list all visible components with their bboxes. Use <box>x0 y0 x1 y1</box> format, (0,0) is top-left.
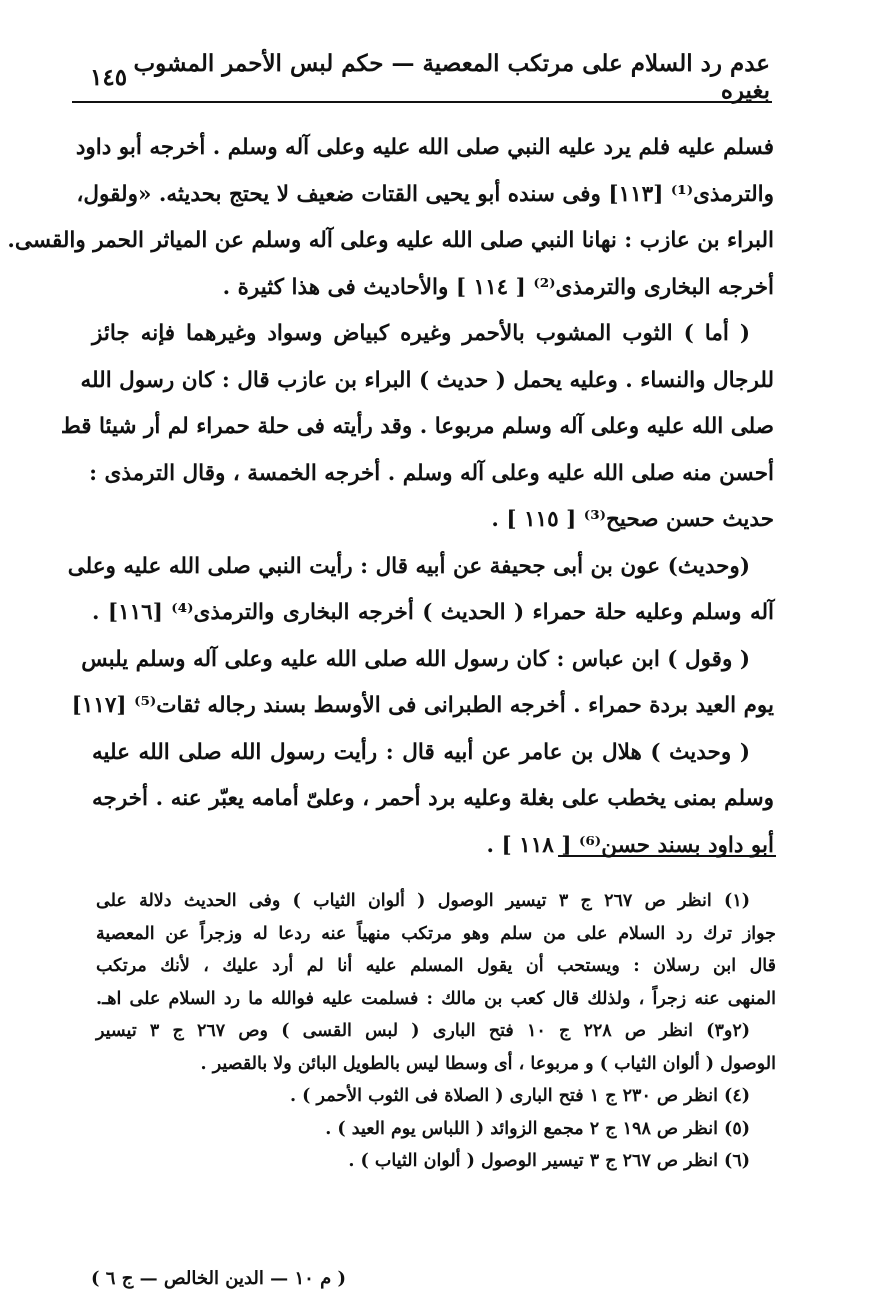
footnote-separator <box>558 855 776 857</box>
footnote-line: (١) انظر ص ٢٦٧ ج ٣ تيسير الوصول ( ألوان الثياب ) وفى الحديث دلالة على <box>96 891 750 911</box>
text-line: يوم العيد بردة حمراء . أخرجه الطبرانى فى الأوسط بسند رجاله ثقات⁽⁵⁾ [١١٧] <box>71 693 774 718</box>
text-line: صلى الله عليه وعلى آله وسلم مربوعا . وقد رأيته فى حلة حمراء لم أر شيئا قط <box>60 414 774 439</box>
text-line: للرجال والنساء . وعليه يحمل ( حديث ) البراء بن عازب قال : كان رسول الله <box>80 367 774 393</box>
text-line: وسلم بمنى يخطب على بغلة وعليه برد أحمر ، وعلىّ أمامه يعبّر عنه . أخرجه <box>92 786 774 811</box>
text-line: أخرجه البخارى والترمذى⁽²⁾ [ ١١٤ ] والأحاديث فى هذا كثيرة . <box>222 274 774 300</box>
text-line: فسلم عليه فلم يرد عليه النبي صلى الله عليه وعلى آله وسلم . أخرجه أبو داود <box>75 135 774 160</box>
text-line: أحسن منه صلى الله عليه وعلى آله وسلم . أخرجه الخمسة ، وقال الترمذى : <box>89 460 774 486</box>
running-title: عدم رد السلام على مرتكب المعصية — حكم لبس الأحمر المشوب بغيره <box>133 50 770 104</box>
text-line: البراء بن عازب : نهانا النبي صلى الله عليه وعلى آله وسلم عن المياثر الحمر والقسى. <box>7 228 774 253</box>
text-line: ( وقول ) ابن عباس : كان رسول الله صلى الله عليه وعلى آله وسلم يلبس <box>81 646 750 672</box>
footnote-line: (٢و٣) انظر ص ٢٢٨ ج ١٠ فتح البارى ( لبس القسى ) وص ٢٦٧ ج ٣ تيسير <box>96 1021 750 1041</box>
signature-mark: ( م ١٠ — الدين الخالص — ج ٦ ) <box>90 1268 346 1289</box>
text-line: ( وحديث ) هلال بن عامر عن أبيه قال : رأيت رسول الله صلى الله عليه <box>92 739 750 765</box>
footnote-line: الوصول ( ألوان الثياب ) و مربوعا ، أى وسطا ليس بالطويل البائن ولا بالقصير . <box>200 1053 776 1074</box>
footnote-line: جواز ترك رد السلام على من سلم وهو مرتكب منهياً عنه ردعا له وزجراً عن المعصية <box>96 923 776 944</box>
text-line: والترمذى⁽¹⁾ [١١٣] وفى سنده أبو يحيى القتات ضعيف لا يحتج بحديثه. «ولقول، <box>76 181 774 207</box>
page-header <box>90 50 770 104</box>
footnote-line: (٥) انظر ص ١٩٨ ج ٢ مجمع الزوائد ( اللباس يوم العيد ) . <box>325 1118 750 1139</box>
footnote-line: المنهى عنه زجراً ، ولذلك قال كعب بن مالك : فسلمت عليه فوالله ما رد السلام على اهـ. <box>96 988 776 1009</box>
text-line: (وحديث) عون بن أبى جحيفة عن أبيه قال : رأيت النبي صلى الله عليه وعلى <box>67 553 750 579</box>
footnote-line: (٤) انظر ص ٢٣٠ ج ١ فتح البارى ( الصلاة فى الثوب الأحمر ) . <box>290 1086 750 1106</box>
text-line: ( أما ) الثوب المشوب بالأحمر وغيره كبياض وسواد وغيرهما فإنه جائز <box>92 321 750 346</box>
main-text <box>7 125 774 869</box>
header-rule <box>72 101 772 103</box>
page-number: ١٤٥ <box>90 63 128 91</box>
footnote-line: (٦) انظر ص ٢٦٧ ج ٣ تيسير الوصول ( ألوان الثياب ) . <box>348 1151 750 1171</box>
footnote-line: قال ابن رسلان : ويستحب أن يقول المسلم عليه أنا لم أرد عليك ، لأنك مرتكب <box>96 956 776 976</box>
text-line: أبو داود بسند حسن⁽⁶⁾ [ ١١٨ ] . <box>486 832 774 858</box>
text-line: آله وسلم وعليه حلة حمراء ( الحديث ) أخرجه البخارى والترمذى⁽⁴⁾ [١١٦] . <box>92 600 774 625</box>
footnotes <box>96 885 776 1178</box>
text-line: حديث حسن صحيح⁽³⁾ [ ١١٥ ] . <box>491 507 774 532</box>
